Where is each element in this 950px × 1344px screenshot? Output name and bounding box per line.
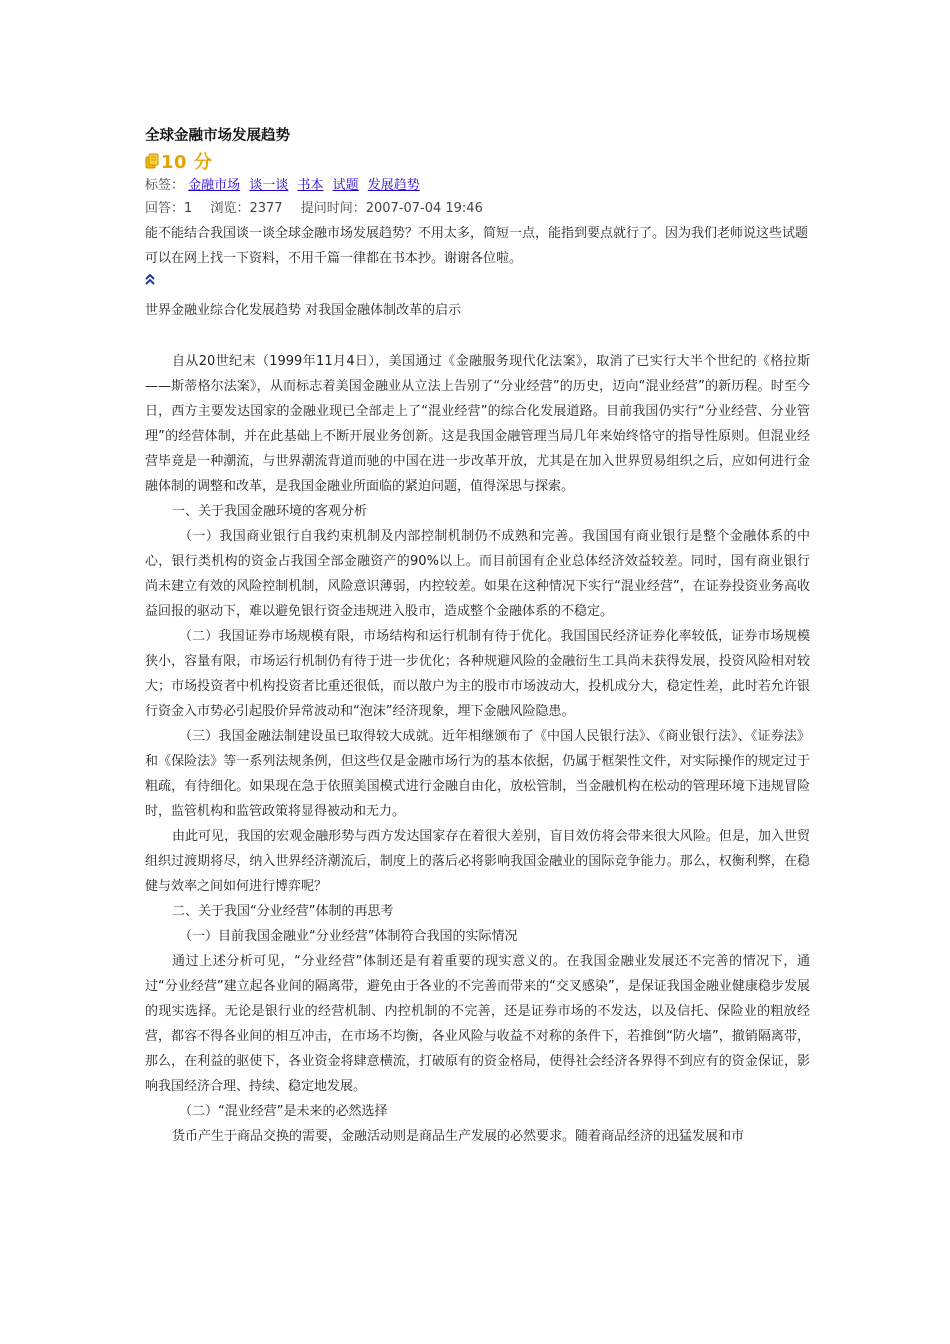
tag-link[interactable]: 发展趋势 [367,178,420,193]
tag-link[interactable]: 金融市场 [188,178,241,193]
answers-value: 1 [184,201,193,216]
tags-row [145,174,810,197]
spacer [145,323,810,349]
tags-label: 标签： [145,178,185,193]
reward-row [145,148,810,174]
answer-paragraph: （二）我国证券市场规模有限，市场结构和运行机制有待于优化。我国国民经济证券化率较低，证券市场规模狭小，容量有限，市场运行机制仍有待于进一步优化；各种规避风险的金融衍生工具尚未获得发展，投资风险相对较大；市场投资者中机构投资者比重还很低，而以散户为主的股市市场波动大，投机成分大，稳定性差，此时若允许银行资金入市势必引起股价异常波动和“泡沫”经济现象，埋下金融风险隐患。 [145,629,810,719]
question-body: 能不能结合我国谈一谈全球金融市场发展趋势？不用太多，简短一点，能指到要点就行了。因为我们老师说这些试题可以在网上找一下资料，不用千篇一律都在书本抄。谢谢各位啦。 [145,226,809,266]
tag-link[interactable]: 谈一谈 [249,178,289,193]
answer-paragraph: 自从20世纪末（1999年11月4日），美国通过《金融服务现代化法案》，取消了已实行大半个世纪的《格拉斯——斯蒂格尔法案》，从而标志着美国金融业从立法上告别了“分业经营”的历史，迈向“混业经营”的新历程。时至今日，西方主要发达国家的金融业现已全部走上了“混业经营”的综合化发展道路。目前我国仍实行“分业经营、分业管理”的经营体制，并在此基础上不断开展业务创新。这是我国金融管理当局几年来始终恪守的指导性原则。但混业经营毕竟是一种潮流，与世界潮流背道而驰的中国在进一步改革开放，尤其是在加入世界贸易组织之后，应如何进行金融体制的调整和改革，是我国金融业所面临的紧迫问题，值得深思与探索。 [145,354,810,494]
answer-paragraph: 通过上述分析可见，“分业经营”体制还是有着重要的现实意义的。在我国金融业发展还不完善的情况下，通过“分业经营”建立起各业间的隔离带，避免由于各业的不完善而带来的“交叉感染”，是保证我国金融业健康稳步发展的现实选择。无论是银行业的经营机制、内控机制的不完善，还是证券市场的不发达，以及信托、保险业的粗放经营，都容不得各业间的相互冲击，在市场不均衡，各业风险与收益不对称的条件下，若推倒“防火墙”，撤销隔离带，那么，在利益的驱使下，各业资金将肆意横流，打破原有的资金格局，使得社会经济各界得不到应有的资金保证，影响我国经济合理、持续、稳定地发展。 [145,954,810,1094]
question-stats [145,197,810,220]
subsection-heading: （一）目前我国金融业“分业经营”体制符合我国的实际情况 [179,929,518,944]
time-label: 提问时间： [300,201,366,216]
section-heading: 一、关于我国金融环境的客观分析 [172,504,368,519]
question-time [301,201,483,216]
answer-paragraph: （一）我国商业银行自我约束机制及内部控制机制仍不成熟和完善。我国国有商业银行是整个金融体系的中心，银行类机构的资金占我国全部金融资产的90%以上。而目前国有企业总体经济效益较差。同时，国有商业银行尚未建立有效的风险控制机制，风险意识薄弱，内控较差。如果在这种情况下实行“混业经营”，在证券投资业务高收益回报的驱动下，难以避免银行资金违规进入股市，造成整个金融体系的不稳定。 [145,529,810,619]
time-value: 2007-07-04 19:46 [365,201,483,216]
tag-link[interactable]: 试题 [332,178,359,193]
answer-body [145,349,810,1149]
reward-points: 10 分 [161,152,213,173]
views-value: 2377 [249,201,283,216]
answer-paragraph: 货币产生于商品交换的需要，金融活动则是商品生产发展的必然要求。随着商品经济的迅猛发展和市 [172,1129,745,1144]
answers-label: 回答： [145,201,185,216]
tag-link[interactable]: 书本 [297,178,324,193]
section-heading: 二、关于我国“分业经营”体制的再思考 [172,904,394,919]
double-chevron-up-icon[interactable] [145,274,155,286]
coin-stack-icon [145,153,159,169]
answers-count [145,201,192,216]
question-title: 全球金融市场发展趋势 [145,128,290,144]
answer-title: 世界金融业综合化发展趋势 对我国金融体制改革的启示 [145,303,462,318]
subsection-heading: （二）“混业经营”是未来的必然选择 [179,1104,388,1119]
answer-paragraph: 由此可见，我国的宏观金融形势与西方发达国家存在着很大差别，盲目效仿将会带来很大风险。但是，加入世贸组织过渡期将尽，纳入世界经济潮流后，制度上的落后必将影响我国金融业的国际竞争能力。那么，权衡利弊，在稳健与效率之间如何进行博弈呢？ [145,829,810,894]
answer-paragraph: （三）我国金融法制建设虽已取得较大成就。近年相继颁布了《中国人民银行法》、《商业银行法》、《证券法》和《保险法》等一系列法规条例，但这些仅是金融市场行为的基本依据，仍属于框架性文件，对实际操作的规定过于粗疏，有待细化。如果现在急于依照美国模式进行金融自由化，放松管制，当金融机构在松动的管理环境下违规冒险时，监管机构和监管政策将显得被动和无力。 [145,729,810,819]
document-page [145,125,810,1149]
views-count [210,201,282,216]
views-label: 浏览： [210,201,250,216]
